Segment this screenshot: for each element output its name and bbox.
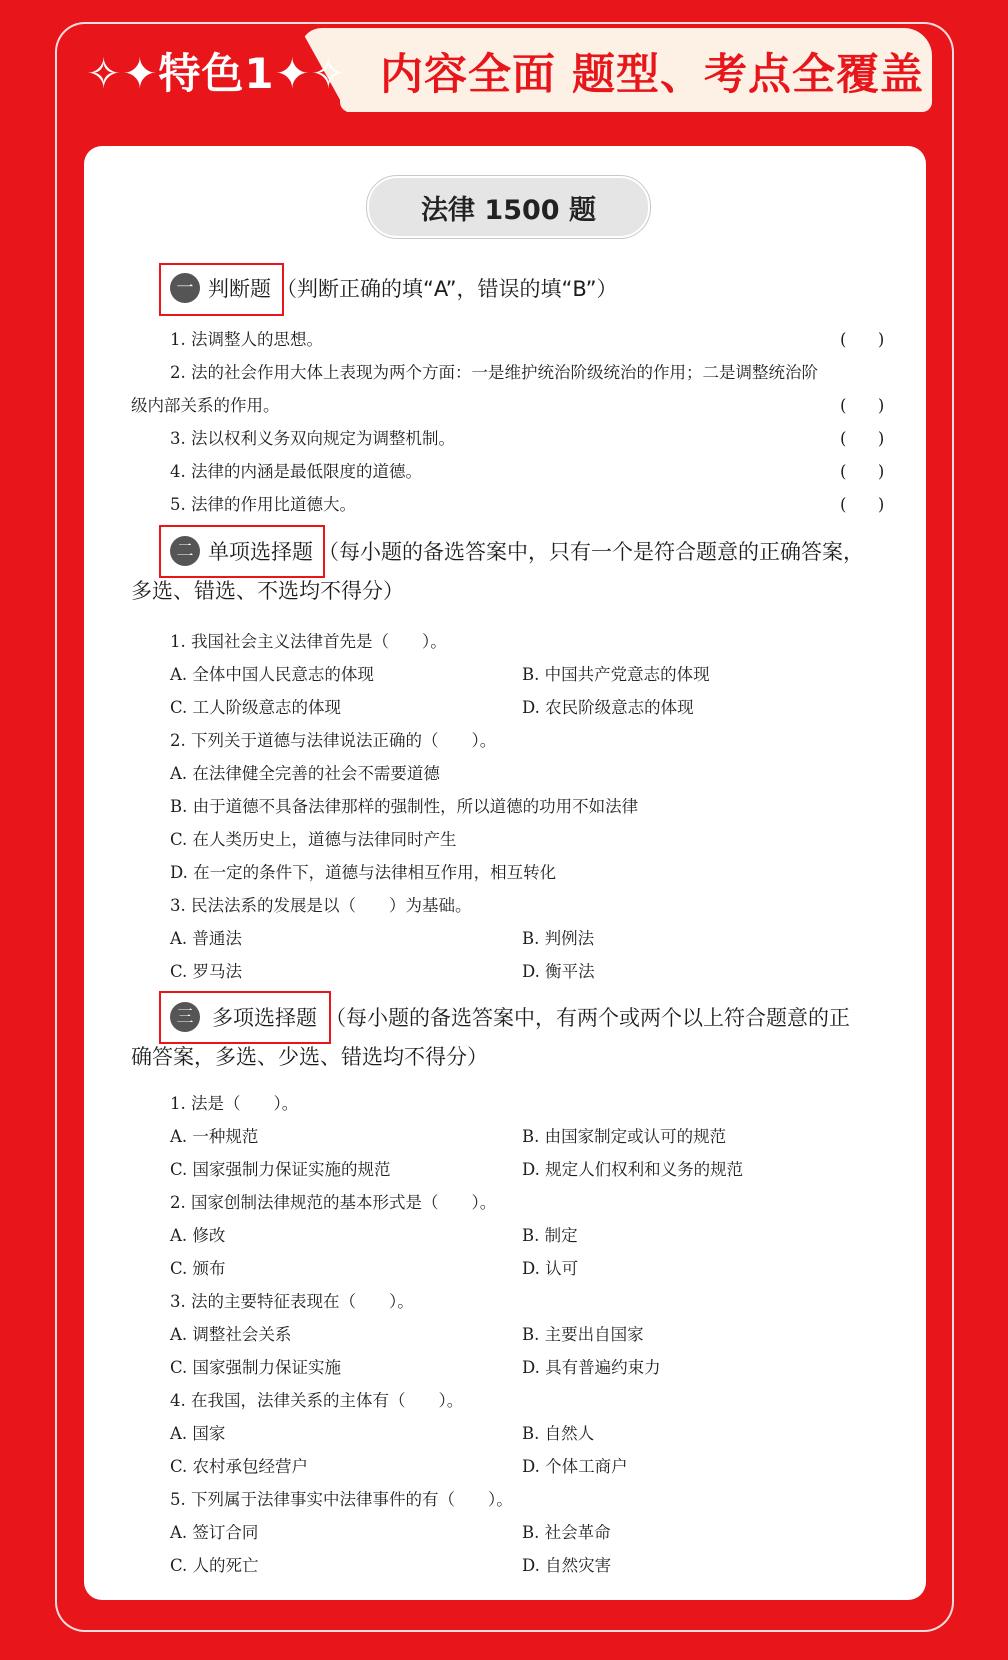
judgment-q1-answer: ( ): [840, 330, 885, 349]
single-q2-option-b: B. 由于道德不具备法律那样的强制性，所以道德的功用不如法律: [170, 797, 639, 816]
multiple-q4: 4. 在我国，法律关系的主体有（ ）。: [170, 1391, 464, 1410]
single-q2-option-a: A. 在法律健全完善的社会不需要道德: [170, 764, 440, 783]
multiple-q1-option-b: B. 由国家制定或认可的规范: [522, 1127, 727, 1146]
feature-label: ✧✦特色1✦✧: [86, 49, 347, 98]
multiple-q1-option-a: A. 一种规范: [170, 1127, 259, 1146]
multiple-q3: 3. 法的主要特征表现在（ ）。: [170, 1292, 414, 1311]
section-3-note: （每小题的备选答案中，有两个或两个以上符合题意的正: [325, 1006, 850, 1030]
multiple-q5-option-c: C. 人的死亡: [170, 1556, 259, 1575]
multiple-q5-option-a: A. 签订合同: [170, 1523, 259, 1542]
multiple-q2-option-b: B. 制定: [522, 1226, 578, 1245]
single-q3-option-a: A. 普通法: [170, 929, 242, 948]
single-q1: 1. 我国社会主义法律首先是（ ）。: [170, 632, 447, 651]
section-1-note: （判断正确的填“A”，错误的填“B”）: [276, 277, 618, 301]
multiple-q3-option-d: D. 具有普遍约束力: [522, 1358, 661, 1377]
multiple-q3-option-b: B. 主要出自国家: [522, 1325, 644, 1344]
single-q2-option-c: C. 在人类历史上，道德与法律同时产生: [170, 830, 457, 849]
single-q2: 2. 下列关于道德与法律说法正确的（ ）。: [170, 731, 497, 750]
section-2-number: 二: [170, 536, 200, 566]
multiple-q1-option-c: C. 国家强制力保证实施的规范: [170, 1160, 391, 1179]
judgment-q4: 4. 法律的内涵是最低限度的道德。: [170, 462, 422, 481]
judgment-q2: 2. 法的社会作用大体上表现为两个方面：一是维护统治阶级统治的作用；二是调整统治阶: [170, 363, 818, 382]
judgment-q2-answer: ( ): [840, 396, 885, 415]
multiple-q3-option-a: A. 调整社会关系: [170, 1325, 292, 1344]
multiple-q5-option-b: B. 社会革命: [522, 1523, 611, 1542]
single-q3: 3. 民法法系的发展是以（ ）为基础。: [170, 896, 472, 915]
multiple-q4-option-d: D. 个体工商户: [522, 1457, 628, 1476]
judgment-q4-answer: ( ): [840, 462, 885, 481]
single-q3-option-d: D. 衡平法: [522, 962, 595, 981]
feature-headline: 内容全面 题型、考点全覆盖: [380, 49, 924, 100]
section-3-note-cont: 确答案，多选、少选、错选均不得分）: [131, 1045, 488, 1069]
book-title: 法律 1500 题: [367, 176, 650, 238]
judgment-q5-answer: ( ): [840, 495, 885, 514]
multiple-q1-option-d: D. 规定人们权利和义务的规范: [522, 1160, 744, 1179]
judgment-q2-cont: 级内部关系的作用。: [131, 396, 280, 415]
section-1-number: 一: [170, 273, 200, 303]
multiple-q4-option-a: A. 国家: [170, 1424, 226, 1443]
single-q1-option-c: C. 工人阶级意志的体现: [170, 698, 342, 717]
multiple-q3-option-c: C. 国家强制力保证实施: [170, 1358, 342, 1377]
section-2-title: 单项选择题: [208, 540, 313, 564]
multiple-q2-option-d: D. 认可: [522, 1259, 579, 1278]
section-3-title: 多项选择题: [212, 1006, 317, 1030]
single-q1-option-d: D. 农民阶级意志的体现: [522, 698, 694, 717]
multiple-q5: 5. 下列属于法律事实中法律事件的有（ ）。: [170, 1490, 513, 1509]
judgment-q1: 1. 法调整人的思想。: [170, 330, 323, 349]
multiple-q2-option-c: C. 颁布: [170, 1259, 226, 1278]
single-q3-option-c: C. 罗马法: [170, 962, 243, 981]
multiple-q1: 1. 法是（ ）。: [170, 1094, 299, 1113]
judgment-q3: 3. 法以权利义务双向规定为调整机制。: [170, 429, 455, 448]
section-1-title: 判断题: [208, 277, 271, 301]
judgment-q3-answer: ( ): [840, 429, 885, 448]
section-3-number: 三: [170, 1002, 200, 1032]
single-q1-option-b: B. 中国共产党意志的体现: [522, 665, 710, 684]
judgment-q5: 5. 法律的作用比道德大。: [170, 495, 356, 514]
multiple-q4-option-c: C. 农村承包经营户: [170, 1457, 309, 1476]
single-q1-option-a: A. 全体中国人民意志的体现: [170, 665, 374, 684]
multiple-q2: 2. 国家创制法律规范的基本形式是（ ）。: [170, 1193, 497, 1212]
multiple-q2-option-a: A. 修改: [170, 1226, 226, 1245]
section-2-note: （每小题的备选答案中，只有一个是符合题意的正确答案，: [318, 540, 864, 564]
single-q2-option-d: D. 在一定的条件下，道德与法律相互作用，相互转化: [170, 863, 557, 882]
multiple-q5-option-d: D. 自然灾害: [522, 1556, 612, 1575]
multiple-q4-option-b: B. 自然人: [522, 1424, 595, 1443]
single-q3-option-b: B. 判例法: [522, 929, 595, 948]
section-2-note-cont: 多选、错选、不选均不得分）: [131, 579, 404, 603]
